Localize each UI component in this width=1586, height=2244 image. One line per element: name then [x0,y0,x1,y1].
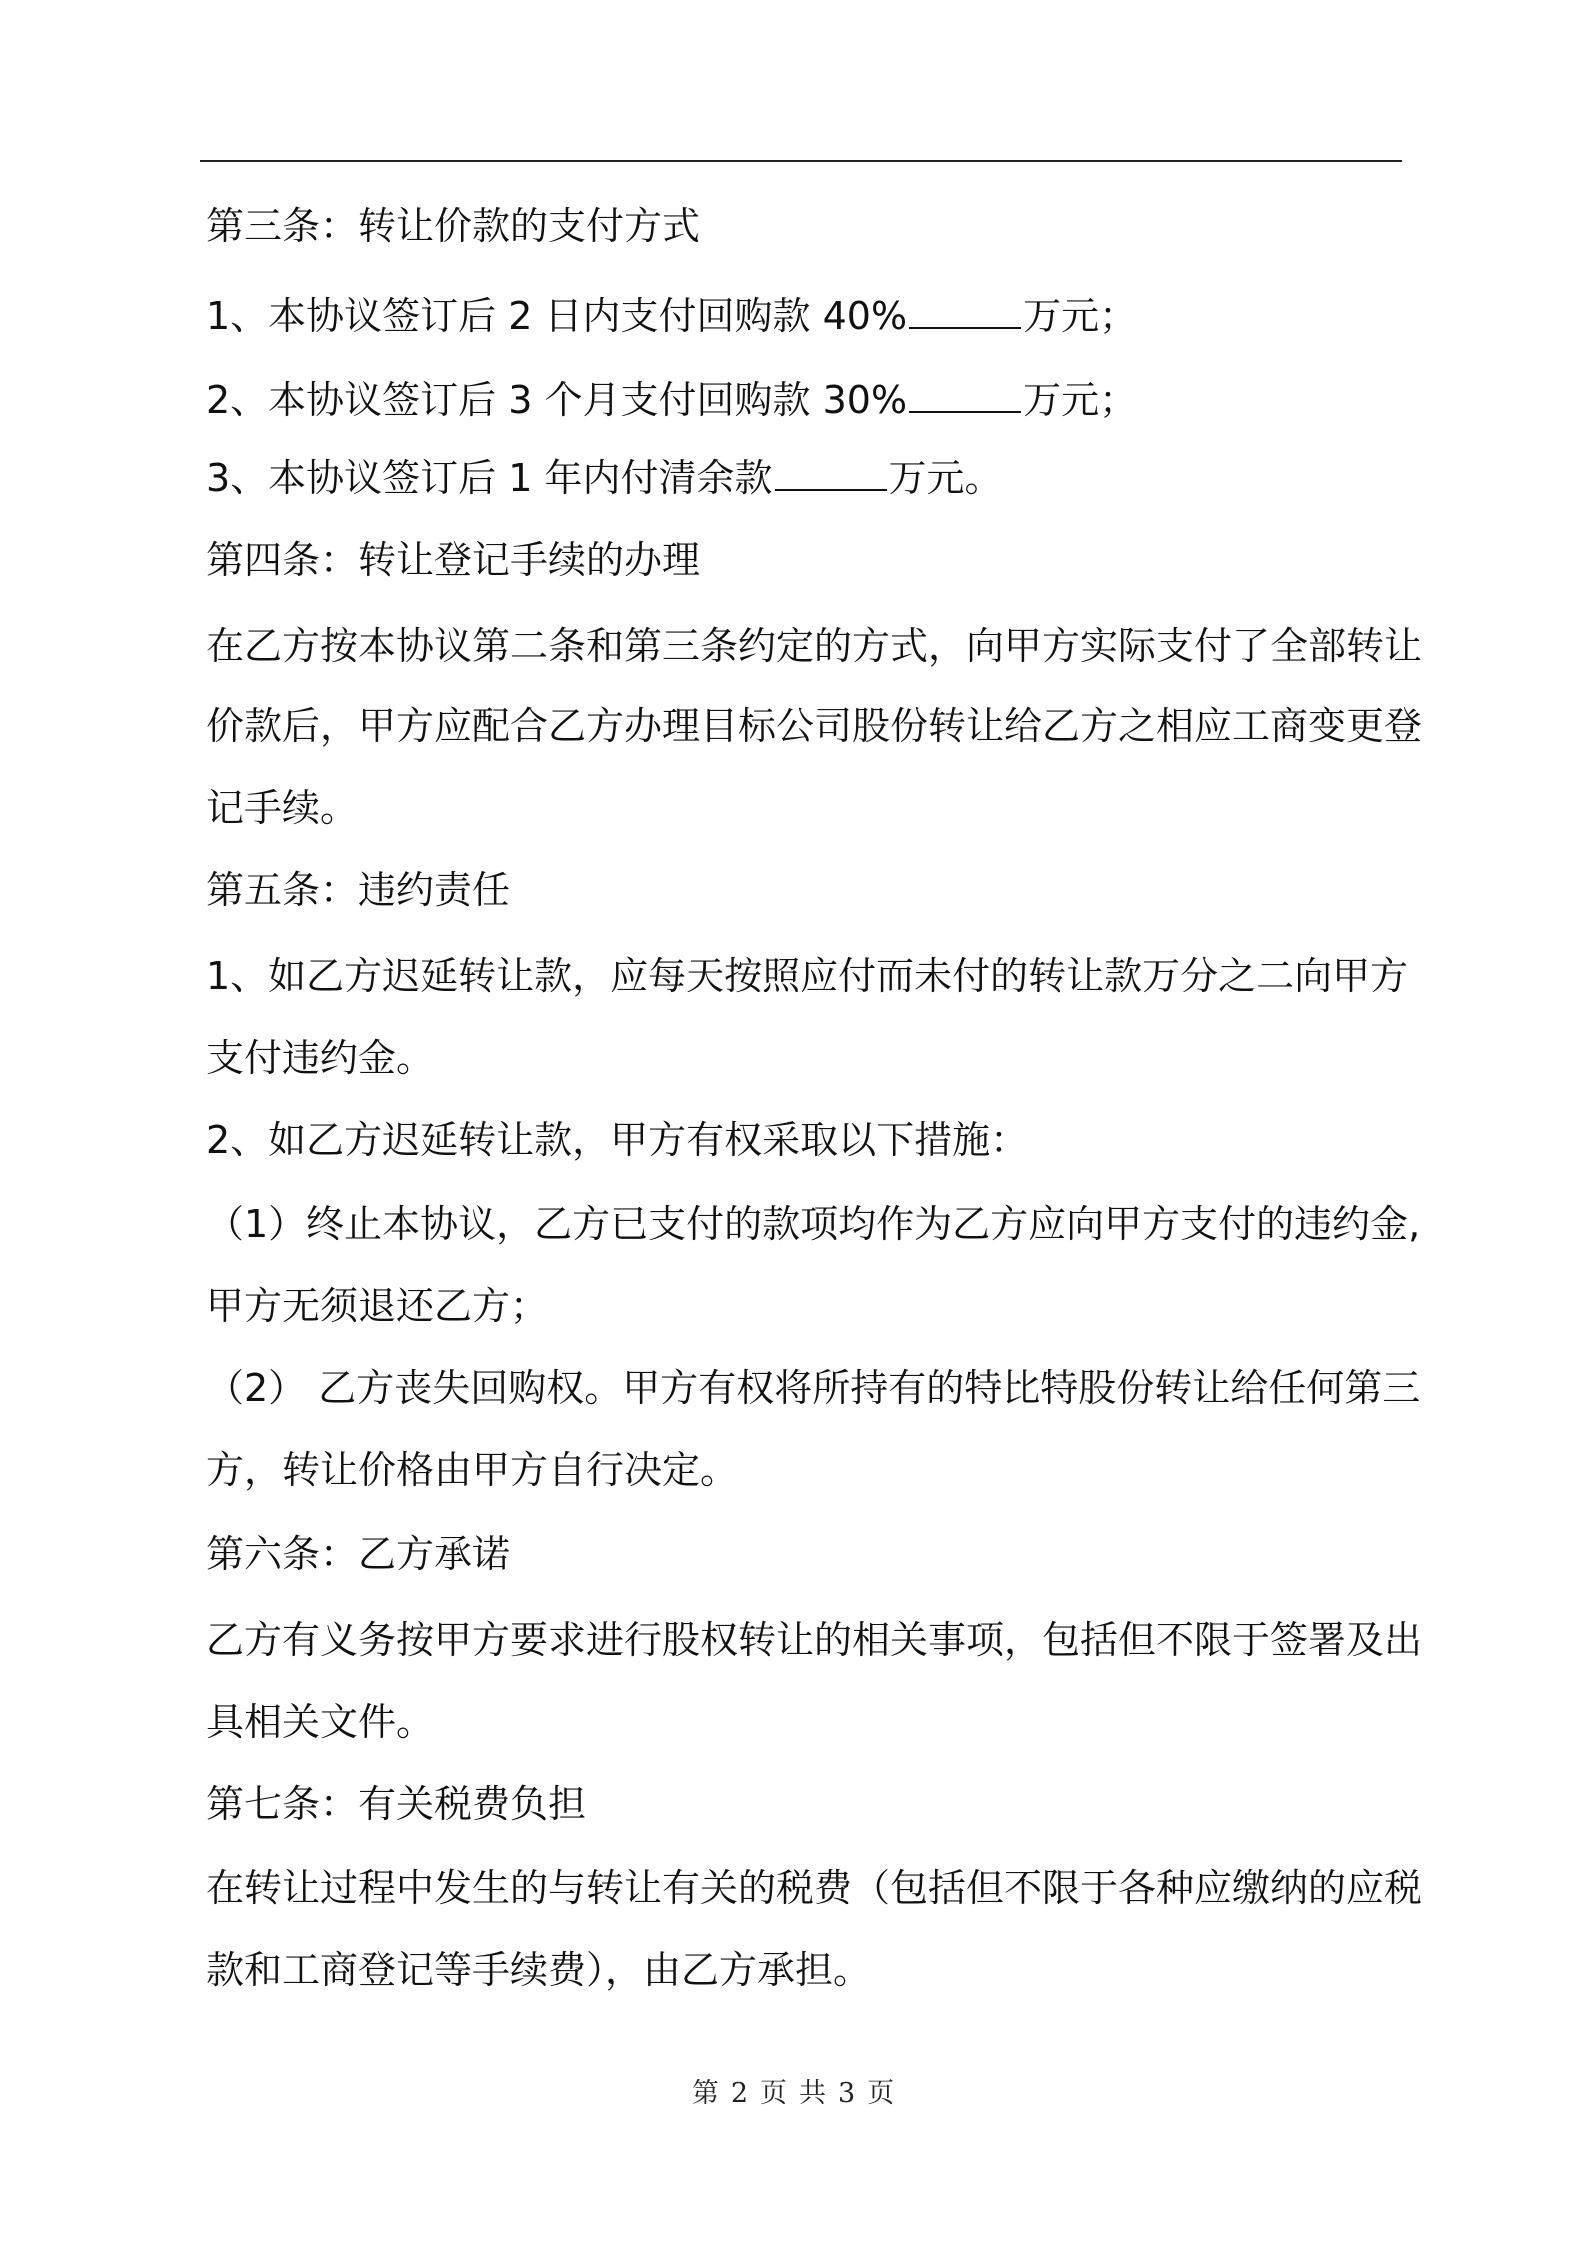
article-5-measure-2-line-1: （2） 乙方丧失回购权。甲方有权将所持有的特比特股份转让给任何第三 [206,1366,1421,1410]
article-4-text-line-3: 记手续。 [206,786,359,830]
amount-blank-3 [775,455,887,491]
article-5-item-1-line-2: 支付违约金。 [206,1036,435,1080]
total-page-number: 3 [838,2078,856,2109]
article-7-heading: 第七条：有关税费负担 [206,1782,587,1826]
article-4-heading: 第四条：转让登记手续的办理 [206,538,701,582]
article-6-heading: 第六条：乙方承诺 [206,1532,511,1576]
amount-blank-2 [909,377,1021,413]
page-number-footer: 第 2 页 共 3 页 [691,2078,895,2109]
payment-item-3: 3、本协议签订后 1 年内付清余款 万元。 [206,456,1003,500]
article-7-text-line-1: 在转让过程中发生的与转让有关的税费（包括但不限于各种应缴纳的应税 [206,1866,1423,1910]
article-6-text-line-1: 乙方有义务按甲方要求进行股权转让的相关事项，包括但不限于签署及出 [206,1618,1423,1662]
article-6-text-line-2: 具相关文件。 [206,1700,435,1744]
article-5-item-1-line-1: 1、如乙方迟延转让款，应每天按照应付而未付的转让款万分之二向甲方 [206,954,1409,998]
payment-item-1: 1、本协议签订后 2 日内支付回购款 40% 万元； [206,294,1138,338]
amount-blank-1 [909,293,1021,329]
article-4-text-line-1: 在乙方按本协议第二条和第三条约定的方式，向甲方实际支付了全部转让 [206,624,1423,668]
article-7-text-line-2: 款和工商登记等手续费），由乙方承担。 [206,1948,872,1992]
payment-item-2: 2、本协议签订后 3 个月支付回购款 30% 万元； [206,378,1138,422]
article-5-measure-1-line-2: 甲方无须退还乙方； [206,1284,549,1328]
article-5-measure-1-line-1: （1）终止本协议，乙方已支付的款项均作为乙方应向甲方支付的违约金, [206,1202,1421,1246]
current-page-number: 2 [730,2078,748,2109]
article-4-text-line-2: 价款后，甲方应配合乙方办理目标公司股份转让给乙方之相应工商变更登 [206,704,1423,748]
article-5-item-2: 2、如乙方迟延转让款，甲方有权采取以下措施： [206,1118,1029,1162]
article-3-heading: 第三条：转让价款的支付方式 [206,204,701,248]
article-5-heading: 第五条：违约责任 [206,868,511,912]
article-5-measure-2-line-2: 方，转让价格由甲方自行决定。 [206,1448,739,1492]
header-rule [200,160,1402,162]
